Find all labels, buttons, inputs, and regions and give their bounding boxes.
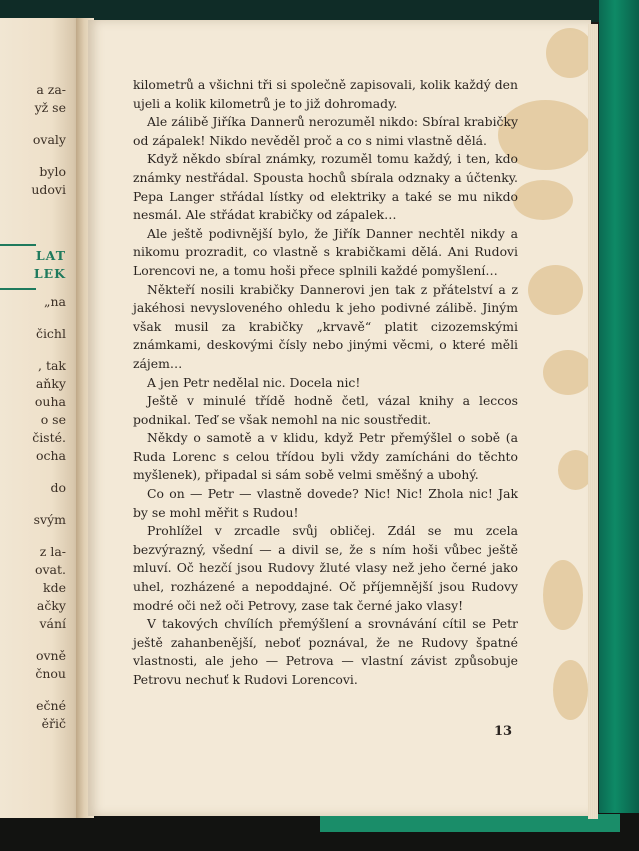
left-page-fragment: z la- xyxy=(39,544,66,559)
stain-mark xyxy=(513,180,573,220)
paragraph: Ještě v minulé třídě hodně četl, vázal knihy a leccos podnikal. Teď se však nemohl na nic soustředit. xyxy=(133,393,518,427)
body-text xyxy=(133,76,518,690)
left-page-fragment: ocha xyxy=(35,448,66,463)
left-page-fragment: čnou xyxy=(35,666,66,681)
left-page-fragment: udovi xyxy=(31,182,66,197)
stain-mark xyxy=(543,350,591,395)
paragraph: Když někdo sbíral známky, rozuměl tomu každý, i ten, kdo známky nestřádal. Spousta hochů sbírala odznaky a účtenky. Pepa Langer střádal lístky od elektriky a také se mu nikdo nesmál. Ale střádat krabičky od zápalek… xyxy=(133,151,518,223)
left-page-fragment: ouha xyxy=(34,394,66,409)
left-page-fragment: do xyxy=(50,480,66,495)
left-page-fragment: svým xyxy=(33,512,66,527)
left-heading-rule-bottom xyxy=(0,288,36,290)
stain-mark xyxy=(543,560,583,630)
left-heading-rule-top xyxy=(0,244,36,246)
paragraph: Prohlížel v zrcadle svůj obličej. Zdál se mu zcela bezvýrazný, všední — a divil se, že s ním hoši vůbec ještě mluví. Oč hezčí jsou Rudovy žluté vlasy než jeho černé jako uhel, rozházené a nepoddajné. Oč příjemnější jsou Rudovy modré oči než oči Petrovy, zase tak černé jako vlasy! xyxy=(133,523,518,613)
background-board-top xyxy=(0,0,639,22)
left-page-fragment: ovat. xyxy=(34,562,66,577)
paragraph: Ale ještě podivnější bylo, že Jiřík Danner nechtěl nikdy a nikomu prozradit, co vlastně s krabičkami dělá. Ani Rudovi Lorencovi ne, a tomu hoši přece splnili každé pomyšlení… xyxy=(133,225,518,278)
paragraph: Co on — Petr — vlastně dovede? Nic! Nic! Zhola nic! Jak by se mohl měřit s Rudou! xyxy=(133,486,518,520)
left-page-fragment: bylo xyxy=(39,164,66,179)
left-page-fragment: kde xyxy=(43,580,66,595)
green-book-cover-edge xyxy=(599,0,639,851)
left-page-fragment: ovně xyxy=(35,648,66,663)
paragraph: Někteří nosili krabičky Dannerovi jen tak z přátelství a z jakéhosi nevysloveného ohledu k jeho podivné zálibě. Jiným však musil za krabičky „krvavě“ platit cizozemskými známkami, deskovými čísly nebo jinými věcmi, o které měli zájem… xyxy=(133,281,518,371)
page-number: 13 xyxy=(494,724,513,739)
left-page-fragment: ečné xyxy=(36,698,66,713)
stain-mark xyxy=(558,450,591,490)
left-page-fragment: ovaly xyxy=(32,132,66,147)
green-cover-strip xyxy=(320,814,620,832)
left-page-fragment: „na xyxy=(44,294,66,309)
right-page xyxy=(88,20,591,816)
stain-mark xyxy=(553,660,588,720)
paragraph: Ale zálibě Jiříka Dannerů nerozuměl nikdo: Sbíral krabičky od zápalek! Nikdo nevěděl proč a co s nimi vlastně dělá. xyxy=(133,114,518,148)
stain-mark xyxy=(528,265,583,315)
left-page-fragment: ačky xyxy=(36,598,66,613)
left-page-fragment: LEK xyxy=(33,266,66,281)
left-page xyxy=(0,18,88,818)
stain-mark xyxy=(546,28,591,78)
left-page-fragment: čichl xyxy=(35,326,66,341)
left-page-fragment: o se xyxy=(40,412,66,427)
left-page-fragment: LAT xyxy=(35,248,66,263)
page-edge xyxy=(588,24,598,819)
left-page-fragment: vání xyxy=(39,616,66,631)
paragraph: Někdy o samotě a v klidu, když Petr přemýšlel o sobě (a Ruda Lorenc s celou třídou byli vždy zamícháni do těchto myšlenek), připadal si sám sobě velmi směšný a ubohý. xyxy=(133,430,518,483)
paragraph: kilometrů a všichni tři si společně zapisovali, kolik každý den ujeli a kolik kilometrů je to již dohromady. xyxy=(133,77,518,111)
left-page-fragment: čisté. xyxy=(32,430,66,445)
left-page-fragment: ěřič xyxy=(41,716,66,731)
paragraph: V takových chvílích přemýšlení a srovnávání cítil se Petr ještě zahanbenější, neboť poznával, že ne Rudovy špatné vlastnosti, ale jeho — Petrova — vlastní závist způsobuje Petrovu nechuť k Rudovi Lorencovi. xyxy=(133,616,518,687)
left-page-fragment: a za- xyxy=(36,82,66,97)
paragraph: A jen Petr nedělal nic. Docela nic! xyxy=(147,374,361,390)
left-page-fragment: yž se xyxy=(34,100,66,115)
left-page-fragment: , tak xyxy=(38,358,66,373)
left-page-fragment: aňky xyxy=(35,376,66,391)
